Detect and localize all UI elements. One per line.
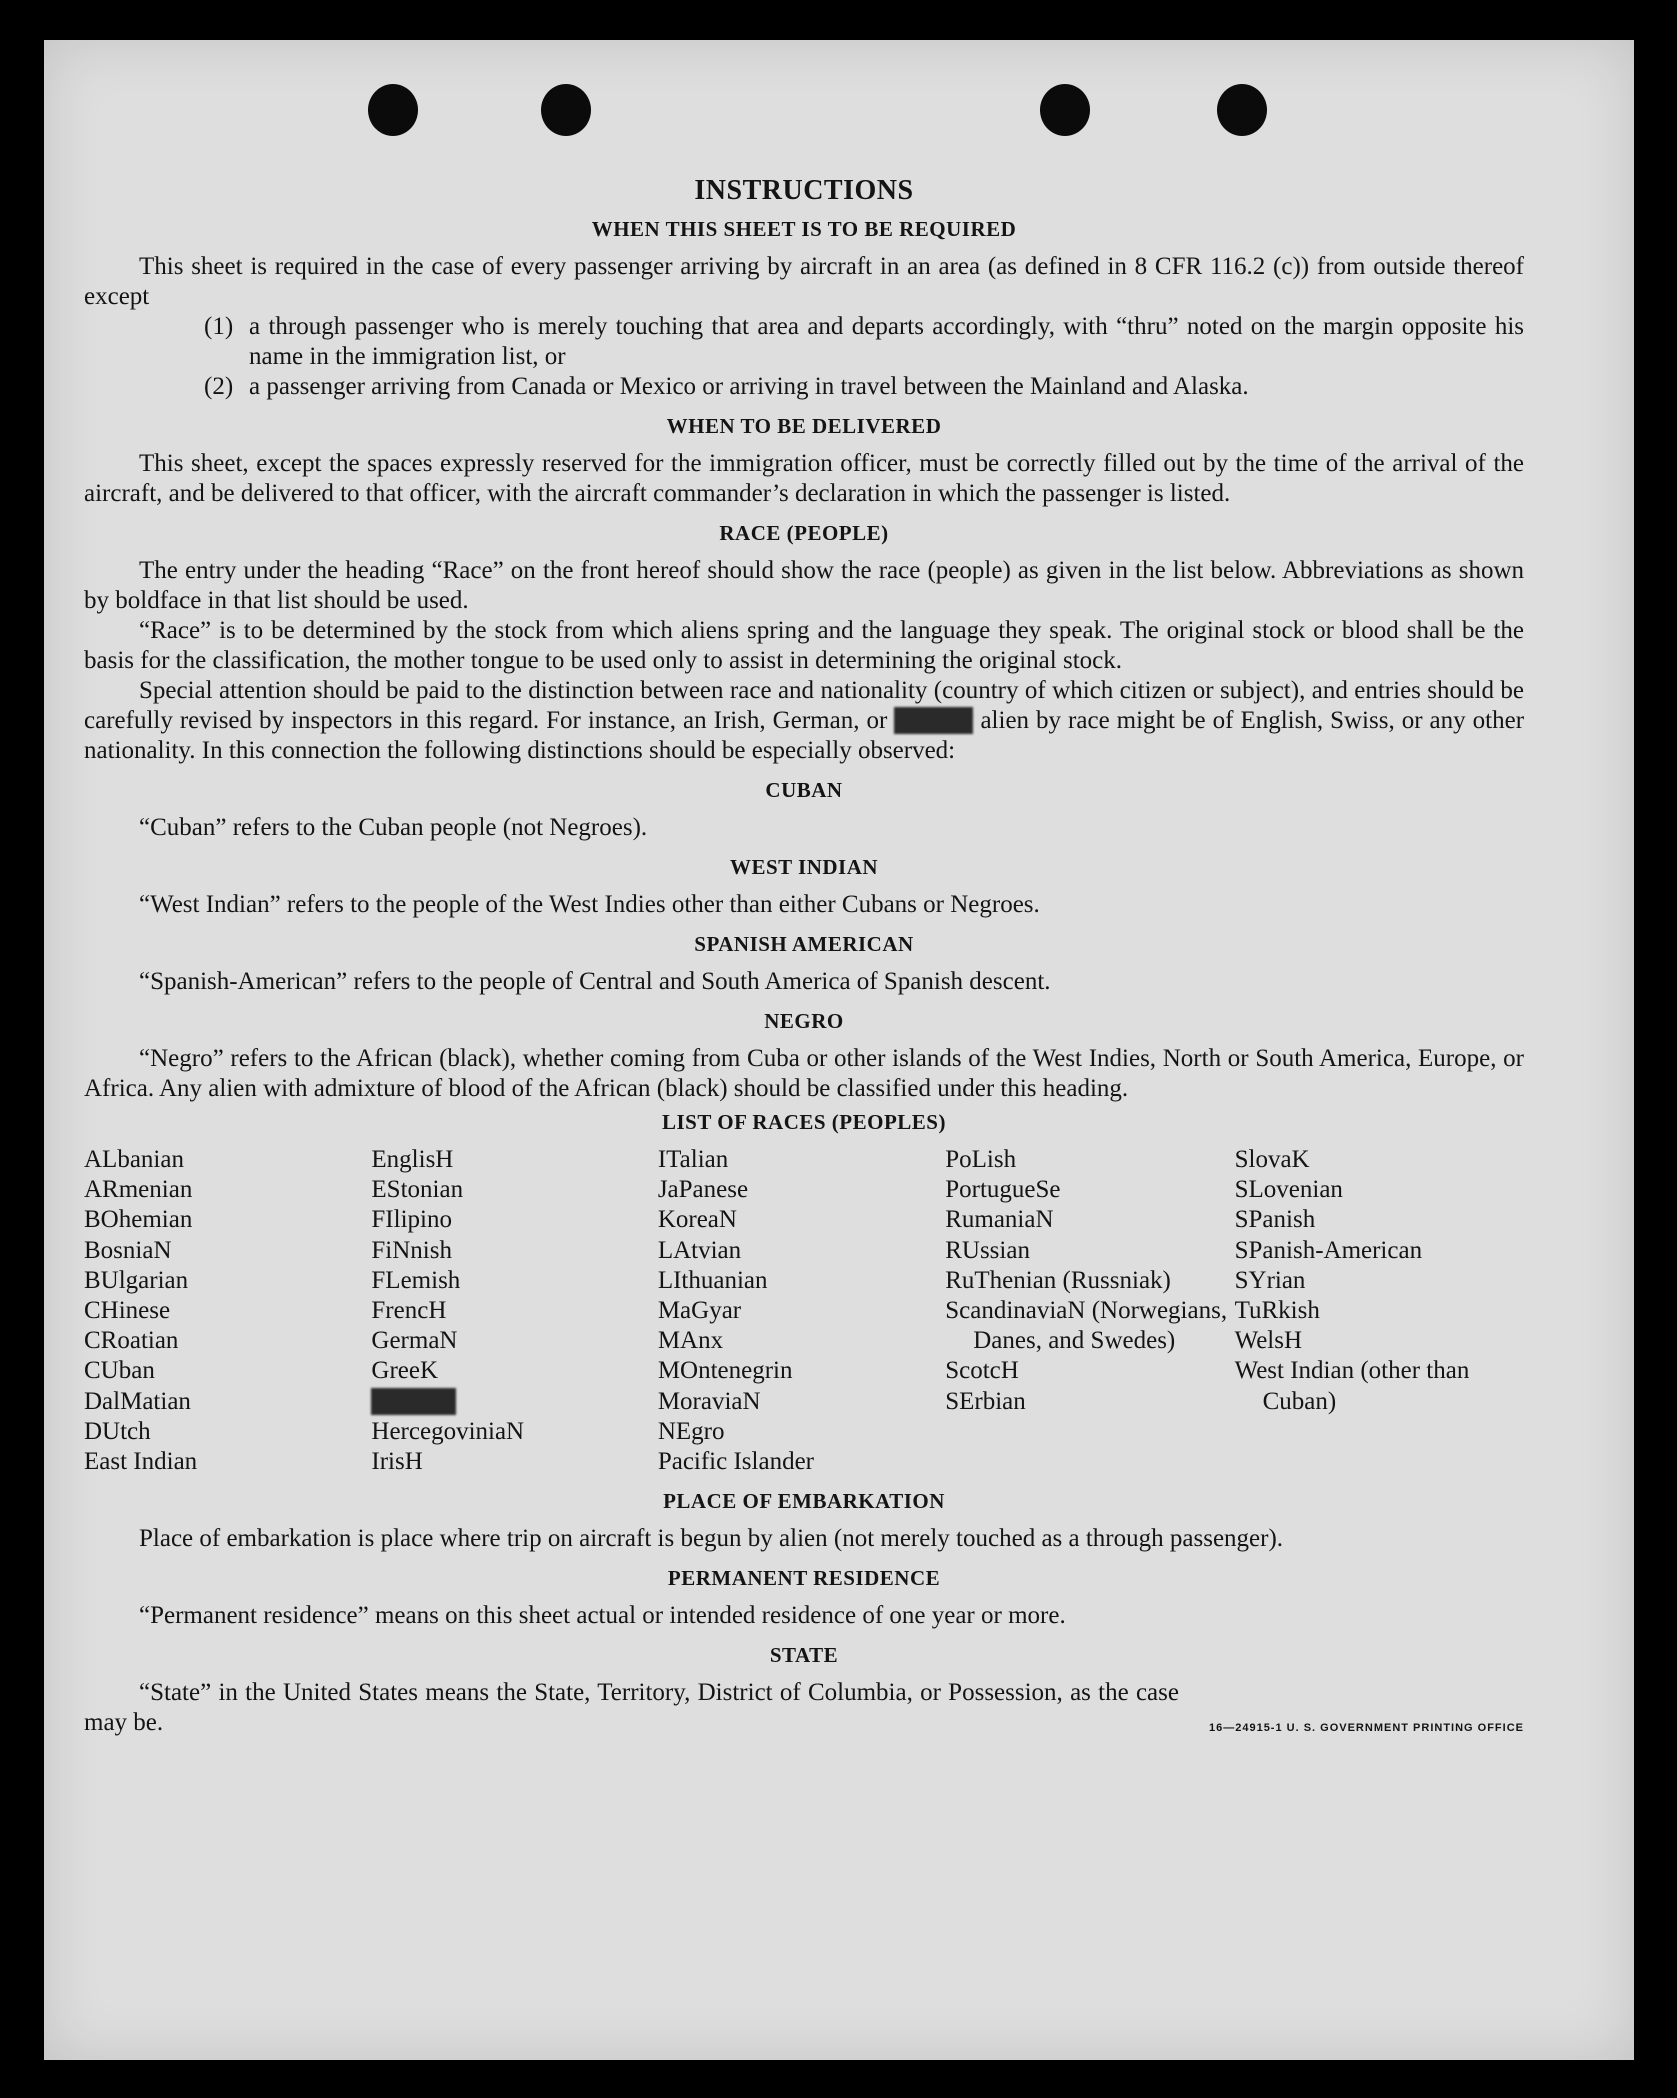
list-item [84,312,1524,372]
race-item: MoraviaN [657,1387,761,1415]
section-heading: PERMANENT RESIDENCE [667,1566,941,1591]
list-item [84,372,1524,402]
paragraph: The entry under the heading “Race” on the front hereof should show the race (people) as given in the list below. Abbreviations as shown by boldface in that list should be used. [84,557,1524,614]
item-text: a through passenger who is merely touching that area and departs accordingly, with “thru” noted on the margin opposite his name in the immigration list, or [249,313,1524,370]
race-item: NEgro [657,1417,725,1445]
paragraph: “State” in the United States means the State, Territory, District of Columbia, or Possession, as the case may be. [84,1679,1179,1737]
paragraph: “Cuban” refers to the Cuban people (not Negroes). [139,814,648,841]
race-column [945,1145,1234,1477]
race-item: MAnx [657,1327,724,1355]
race-item: BosniaN [84,1236,172,1264]
race-item: SlovaK [1234,1146,1310,1173]
race-item: SPanish [1234,1206,1316,1234]
paragraph-part: Special attention should be paid to the distinction between race and nationality (country of which citizen or subject), and entries should be carefully revised by inspectors in this regard. For instance, an Irish, German, or [84,677,1524,734]
race-item: BOhemian [84,1206,193,1234]
section-heading: CUBAN [765,778,843,802]
section-heading: NEGRO [764,1009,844,1033]
race-item: SLovenian [1234,1176,1343,1204]
race-item: FiNnish [371,1236,452,1264]
race-item: IrisH [371,1448,423,1476]
race-item: ALbanian [84,1146,184,1173]
race-item: MaGyar [657,1297,742,1325]
race-item: CRoatian [84,1327,179,1355]
paragraph-part: alien by race might be of English, Swiss, or any other nationality. In this connection the following distinctions should be especially observed: [84,707,1525,764]
race-item: ScotcH [945,1357,1019,1385]
race-item: LIthuanian [657,1266,768,1294]
race-item: TuRkish [1234,1297,1320,1325]
race-item: PortugueSe [945,1176,1061,1204]
race-item: FLemish [371,1266,461,1294]
race-item: RuThenian (Russniak) [945,1266,1171,1294]
race-item: ARmenian [84,1176,193,1204]
race-item: WelsH [1234,1327,1303,1355]
race-item: DalMatian [84,1387,191,1415]
item-number: (1) [204,313,234,340]
race-item: HercegoviniaN [371,1417,525,1445]
document-sheet [44,40,1634,2060]
race-item: Pacific Islander [657,1448,814,1476]
race-item: EnglisH [371,1146,454,1173]
race-item: CHinese [84,1297,171,1325]
section-heading: RACE (PEOPLE) [719,521,889,545]
race-item: CUban [84,1357,155,1385]
section-heading: STATE [769,1643,839,1668]
item-number: (2) [204,373,234,400]
paragraph: “Negro” refers to the African (black), whether coming from Cuba or other islands of the West Indies, North or South America, Europe, or Africa. Any alien with admixture of blood of the African (black) should be classified under this heading. [84,1045,1524,1102]
race-item: JaPanese [657,1176,749,1204]
race-item: East Indian [84,1448,198,1476]
race-column [658,1145,945,1477]
race-item: LAtvian [657,1236,742,1264]
race-item: SYrian [1234,1266,1306,1294]
race-item: BUlgarian [84,1266,189,1294]
punch-hole [541,84,591,136]
paragraph: Place of embarkation is place where trip on aircraft is begun by alien (not merely touched as a through passenger). [139,1525,1284,1553]
race-item: DUtch [84,1417,151,1445]
footer [84,1678,1524,1738]
paragraph: This sheet is required in the case of every passenger arriving by aircraft in an area (as defined in 8 CFR 116.2 (c)) from outside thereof except [84,253,1524,310]
paragraph: “Race” is to be determined by the stock from which aliens spring and the language they speak. The original stock or blood shall be the basis for the classification, the mother tongue to be used only to assist in determining the original stock. [84,617,1524,674]
punch-hole [1040,84,1090,136]
race-item: SErbian [945,1387,1026,1415]
section-heading: WHEN TO BE DELIVERED [666,414,942,438]
instructions-content [84,175,1524,1738]
race-item: FrencH [371,1297,447,1325]
punch-hole [1217,84,1267,136]
paragraph: This sheet, except the spaces expressly reserved for the immigration officer, must be correctly filled out by the time of the arrival of the aircraft, and be delivered to that officer, with the aircraft commander’s declaration in which the passenger is listed. [84,450,1524,507]
race-column [371,1145,657,1477]
paragraph [84,676,1524,766]
paragraph: “West Indian” refers to the people of the West Indies other than either Cubans or Negroes. [139,891,1040,918]
race-list [84,1145,1524,1477]
race-item: EStonian [371,1176,464,1204]
item-text: a passenger arriving from Canada or Mexico or arriving in travel between the Mainland and Alaska. [249,373,1249,400]
redacted-race-item: HebreW [371,1387,457,1415]
race-item: GreeK [371,1357,439,1385]
race-item: West Indian (other than Cuban) [1234,1357,1470,1415]
race-item: MOntenegrin [657,1357,793,1385]
race-item: SPanish-American [1234,1236,1423,1264]
race-item: ITalian [657,1146,729,1173]
race-column [84,1145,371,1477]
printing-office-imprint: 16—24915-1 U. S. GOVERNMENT PRINTING OFFICE [1208,1722,1524,1735]
section-heading: LIST OF RACES (PEOPLES) [662,1110,946,1134]
section-heading: WHEN THIS SHEET IS TO BE REQUIRED [591,217,1017,241]
race-item: GermaN [371,1327,458,1355]
race-item: ScandinaviaN (Norwegians, Danes, and Swedes) [945,1297,1228,1355]
paragraph: “Spanish-American” refers to the people of Central and South America of Spanish descent. [139,968,1051,995]
race-column [1235,1145,1524,1477]
section-heading: SPANISH AMERICAN [694,932,914,956]
race-item: RumaniaN [945,1206,1054,1234]
race-item: RUssian [945,1236,1030,1264]
race-item: KoreaN [657,1206,737,1234]
race-item: PoLish [945,1146,1017,1173]
page-title: INSTRUCTIONS [694,175,914,206]
redacted-word: Hebrew [894,707,974,734]
paragraph: “Permanent residence” means on this sheet actual or intended residence of one year or more. [139,1602,1066,1630]
section-heading: WEST INDIAN [729,855,879,879]
section-heading: PLACE OF EMBARKATION [663,1489,945,1514]
punch-hole [368,84,418,136]
race-item: FIlipino [371,1206,452,1234]
